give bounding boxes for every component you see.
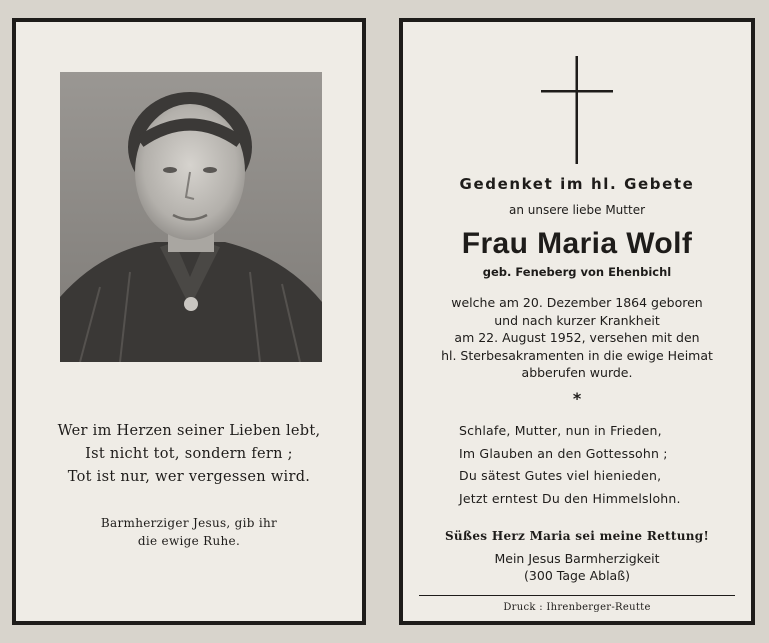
verse-line: Wer im Herzen seiner Lieben lebt,: [57, 423, 321, 439]
bio-line: und nach kurzer Krankheit: [494, 312, 660, 328]
indulgence-line: (300 Tage Ablaß): [524, 568, 630, 583]
left-panel: [12, 18, 366, 625]
bio-line: abberufen wurde.: [521, 365, 633, 380]
verse-line: Ist nicht tot, sondern fern ;: [85, 446, 293, 462]
prayer-line: Barmherziger Jesus, gib ihr: [100, 516, 278, 530]
maiden-name: geb. Feneberg von Ehenbichl: [482, 265, 672, 279]
memorial-verse: [16, 420, 362, 489]
deceased-name: Frau Maria Wolf: [461, 227, 693, 260]
poem: [459, 420, 681, 510]
bio-line: am 22. August 1952, versehen mit den: [454, 330, 700, 345]
printer-credit: Druck : Ihrenberger-Reutte: [503, 602, 651, 613]
indulgence-line: Mein Jesus Barmherzigkeit: [494, 551, 660, 566]
divider: [419, 595, 735, 596]
cross-icon: [541, 56, 613, 164]
devotion-line: Süßes Herz Maria sei meine Rettung!: [444, 529, 710, 543]
prayer-line: die ewige Ruhe.: [137, 534, 241, 548]
separator-asterisk: *: [572, 389, 582, 408]
prayer: [16, 514, 362, 550]
portrait-image: [60, 72, 322, 362]
subtitle: an unsere liebe Mutter: [508, 203, 646, 217]
portrait-photo: [60, 72, 322, 362]
poem-line: Du sätest Gutes viel hienieden,: [459, 468, 662, 483]
bio-line: hl. Sterbesakramenten in die ewige Heimat: [441, 347, 713, 363]
poem-line: Im Glauben an den Gottessohn ;: [459, 445, 668, 461]
poem-line: Schlafe, Mutter, nun in Frieden,: [459, 423, 662, 438]
indulgence: [403, 550, 751, 584]
heading: Gedenket im hl. Gebete: [459, 175, 695, 193]
bio-line: welche am 20. Dezember 1864 geboren: [451, 295, 703, 310]
biography: [403, 294, 751, 382]
verse-line: Tot ist nur, wer vergessen wird.: [67, 469, 311, 485]
poem-line: Jetzt erntest Du den Himmelslohn.: [459, 490, 681, 506]
right-panel: [399, 18, 755, 625]
